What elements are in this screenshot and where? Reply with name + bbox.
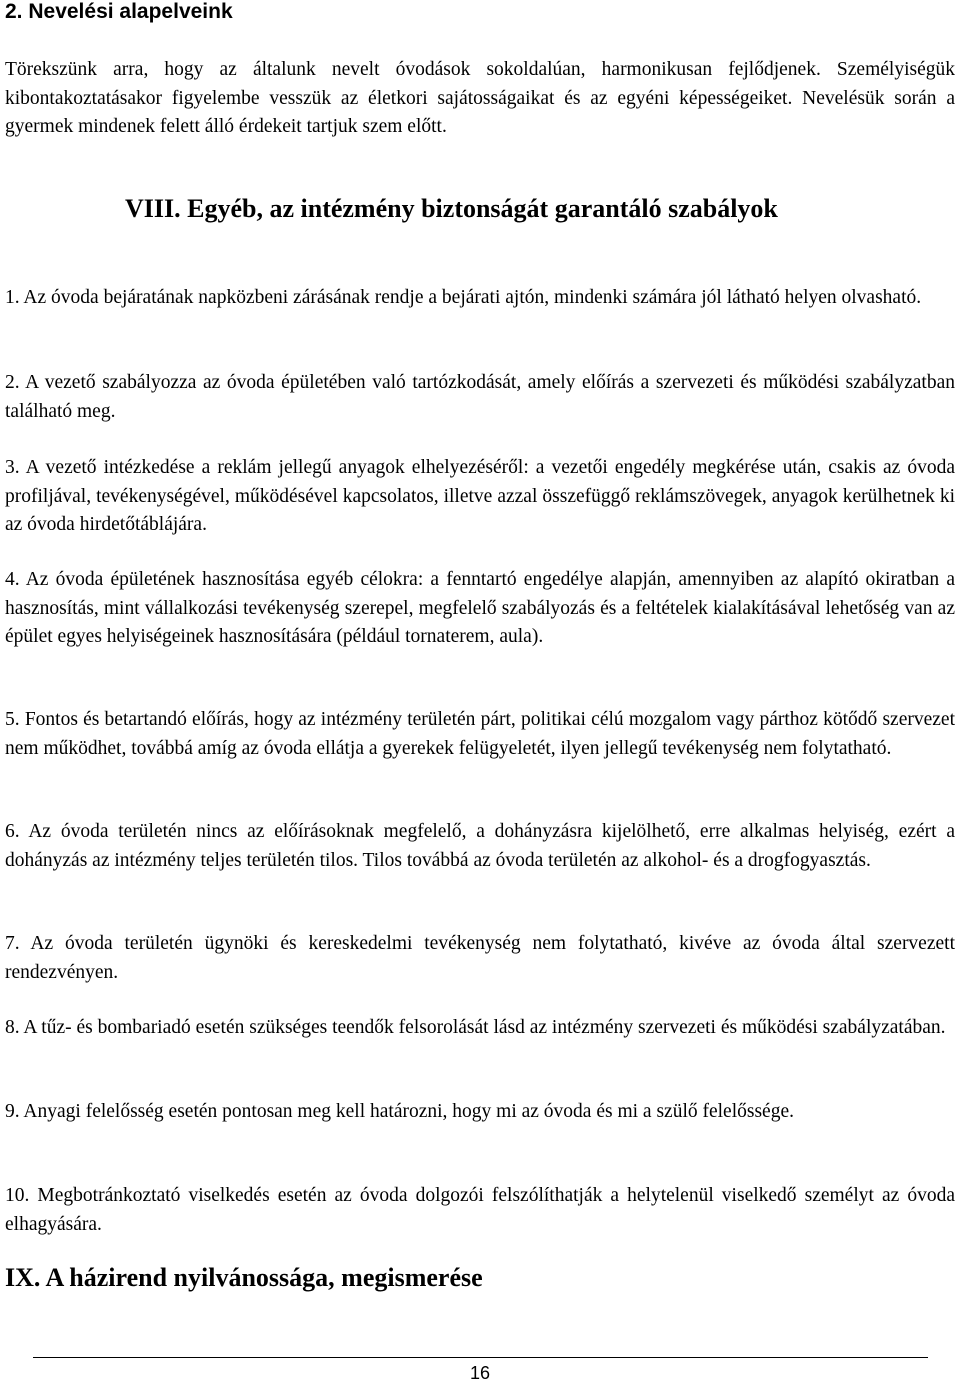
rule-item-1: 1. Az óvoda bejáratának napközbeni zárásának rendje a bejárati ajtón, mindenki számára jól látható helyen olvasható.	[5, 287, 922, 308]
rule-item-10: 10. Megbotránkoztató viselkedés esetén az óvoda dolgozói felszólíthatják a helytelenül viselkedő személyt az óvoda elhagyására.	[5, 1185, 955, 1235]
chapter-title: VIII. Egyéb, az intézmény biztonságát garantáló szabályok	[125, 194, 778, 223]
rule-item-2: 2. A vezető szabályozza az óvoda épületében való tartózkodását, amely előírás a szervezeti és működési szabályzatban található meg.	[5, 372, 955, 422]
rule-item-9: 9. Anyagi felelősség esetén pontosan meg kell határozni, hogy mi az óvoda és mi a szülő felelőssége.	[5, 1101, 794, 1122]
rule-item-5: 5. Fontos és betartandó előírás, hogy az intézmény területén párt, politikai célú mozgalom vagy párthoz kötődő szervezet nem működhet, továbbá amíg az óvoda ellátja a gyerekek felügyeletét, ilyen jellegű tevékenység nem folytatható.	[5, 709, 955, 759]
rule-item-6: 6. Az óvoda területén nincs az előírásoknak megfelelő, a dohányzásra kijelölhető, erre alkalmas helyiség, ezért a dohányzás az intézmény teljes területén tilos. Tilos továbbá az óvoda területén az alkohol- és a drogfogyasztás.	[5, 821, 955, 871]
chapter-title: IX. A házirend nyilvánossága, megismerése	[5, 1263, 483, 1292]
rule-item-4: 4. Az óvoda épületének hasznosítása egyéb célokra: a fenntartó engedélye alapján, amennyiben az alapító okiratban a hasznosítás, mint vállalkozási tevékenység szerepel, megfelelő szabályozás és a feltételek kialakításával lehetőség van az épület egyes helyiségeinek hasznosítására (például tornaterem, aula).	[5, 569, 955, 647]
footer-divider	[33, 1357, 928, 1358]
rule-item-8: 8. A tűz- és bombariadó esetén szükséges teendők felsorolását lásd az intézmény szervezeti és működési szabályzatában.	[5, 1017, 946, 1038]
rule-item-3: 3. A vezető intézkedése a reklám jellegű anyagok elhelyezéséről: a vezetői engedély megkérése után, csakis az óvoda profiljával, tevékenységével, működésével kapcsolatos, illetve azzal összefüggő reklámszövegek, anyagok kerülhetnek ki az óvoda hirdetőtáblájára.	[5, 457, 955, 535]
rule-item-7: 7. Az óvoda területén ügynöki és kereskedelmi tevékenység nem folytatható, kivéve az óvoda által szervezett rendezvényen.	[5, 933, 955, 983]
section-heading: 2. Nevelési alapelveink	[5, 0, 233, 23]
section-paragraph: Törekszünk arra, hogy az általunk nevelt óvodások sokoldalúan, harmonikusan fejlődjenek. Személyiségük kibontakoztatásakor figyelembe vesszük az életkori sajátosságaikat és az egyéni képességeiket. Nevelésük során a gyermek mindenek felett álló érdekeit tartjuk szem előtt.	[5, 59, 955, 137]
page-number: 16	[469, 1363, 491, 1383]
